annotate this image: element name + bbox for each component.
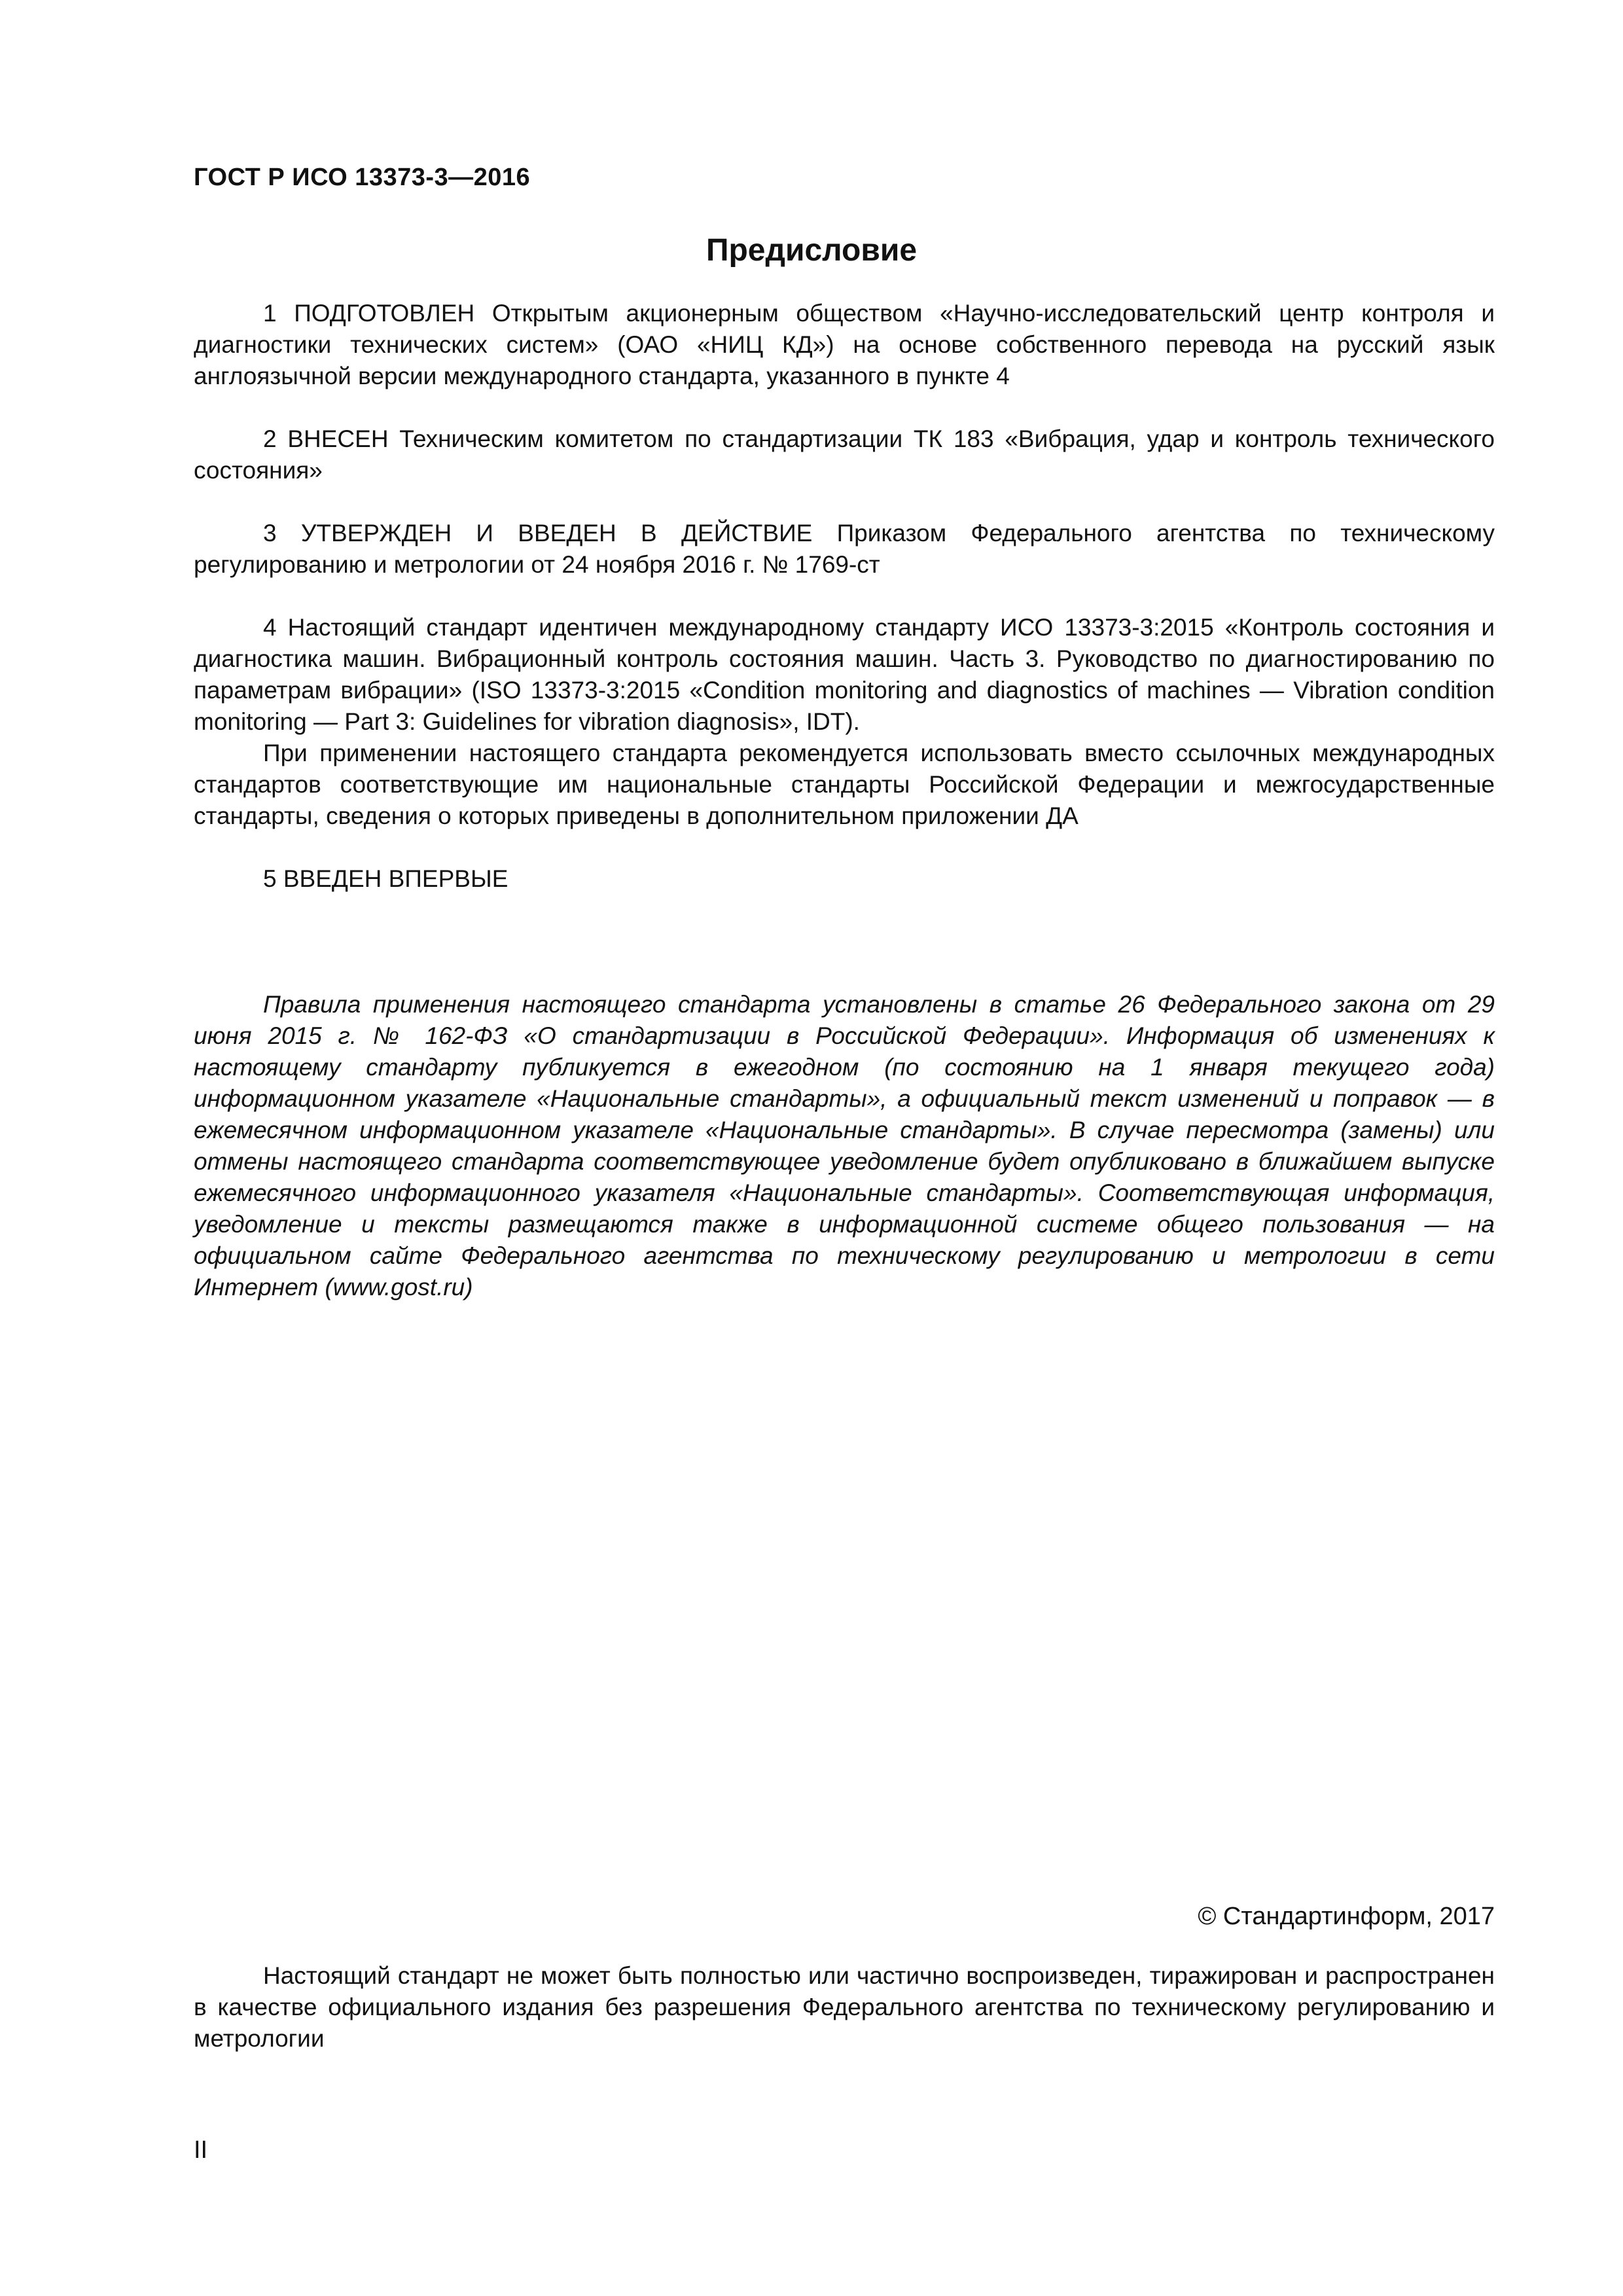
paragraph-references [194, 738, 1495, 832]
application-rules-text: Правила применения настоящего стандарта установлены в статье 26 Федерального закона от 29 июня 2015 г. № 162-ФЗ «О стандартизации в Российской Федерации». Информация об изменениях к настоящему стандарту публикуется в ежегодном (по состоянию на 1 января текущего года) информационном указателе «Национальные стандарты», а официальный текст изменений и поправок — в ежемесячном информационном указателе «Национальные стандарты». В случае пересмотра (замены) или отмены настоящего стандарта соответствующее уведомление будет опубликовано в ближайшем выпуске ежемесячного информационного указателя «Национальные стандарты». Соответствующая информация, уведомление и тексты размещаются также в информационной системе общего пользования — на официальном сайте Федерального агентства по техническому регулированию и метрологии в сети Интернет (www.gost.ru) [194, 991, 1495, 1300]
document-designation: ГОСТ Р ИСО 13373-3—2016 [194, 164, 531, 191]
application-rules [194, 989, 1495, 1303]
paragraph-submitted [194, 423, 1495, 486]
paragraph-submitted-text: 2 ВНЕСЕН Техническим комитетом по стандартизации ТК 183 «Вибрация, удар и контроль технического состояния» [194, 425, 1495, 484]
reproduction-notice-text: Настоящий стандарт не может быть полностью или частично воспроизведен, тиражирован и распространен в качестве официального издания без разрешения Федерального агентства по техническому регулированию и метрологии [194, 1962, 1495, 2052]
page-number: II [194, 2136, 208, 2164]
paragraph-approved [194, 518, 1495, 581]
paragraph-approved-text: 3 УТВЕРЖДЕН И ВВЕДЕН В ДЕЙСТВИЕ Приказом Федерального агентства по техническому регулированию и метрологии от 24 ноября 2016 г. № 1769-ст [194, 520, 1495, 578]
paragraph-introduced [194, 863, 1495, 895]
paragraph-identical-text: 4 Настоящий стандарт идентичен международному стандарту ИСО 13373-3:2015 «Контроль состояния и диагностика машин. Вибрационный контроль состояния машин. Часть 3. Руководство по диагностированию по параметрам вибрации» (ISO 13373-3:2015 «Condition monitoring and diagnostics of machines — Vibration condition monitoring — Part 3: Guidelines for vibration diagnosis», IDT). [194, 614, 1495, 735]
paragraph-introduced-text: 5 ВВЕДЕН ВПЕРВЫЕ [263, 865, 508, 892]
paragraph-identical [194, 612, 1495, 738]
paragraph-prepared [194, 298, 1495, 392]
paragraph-references-text: При применении настоящего стандарта рекомендуется использовать вместо ссылочных международных стандартов соответствующие им национальные стандарты Российской Федерации и межгосударственные стандарты, сведения о которых приведены в дополнительном приложении ДА [194, 740, 1495, 829]
reproduction-notice [194, 1960, 1495, 2054]
page-title: Предисловие [705, 233, 918, 268]
paragraph-prepared-text: 1 ПОДГОТОВЛЕН Открытым акционерным обществом «Научно-исследовательский центр контроля и диагностики технических систем» (ОАО «НИЦ КД») на основе собственного перевода на русский язык англоязычной версии международного стандарта, указанного в пункте 4 [194, 300, 1495, 389]
copyright: © Стандартинформ, 2017 [1198, 1903, 1495, 1930]
